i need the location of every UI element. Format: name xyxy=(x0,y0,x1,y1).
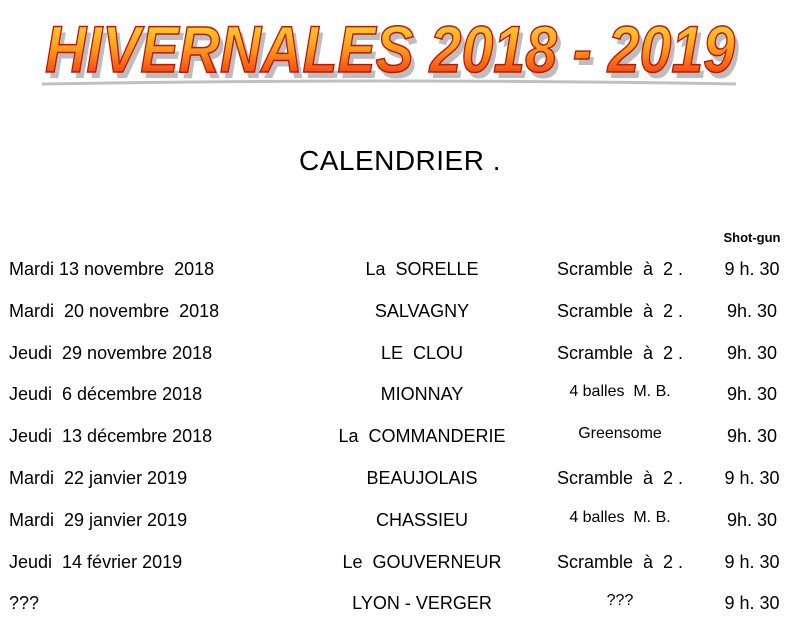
event-club: LE CLOU xyxy=(380,342,464,363)
event-club: La SORELLE xyxy=(365,259,479,279)
schedule-row xyxy=(0,457,800,499)
event-club: SALVAGNY xyxy=(374,300,470,321)
event-time: 9h. 30 xyxy=(726,509,778,530)
event-format: 4 balles M. B. xyxy=(569,383,671,401)
shotgun-column-header: Shot-gun xyxy=(723,230,781,245)
event-club: BEAUJOLAIS xyxy=(366,467,478,488)
schedule-row xyxy=(0,290,800,332)
banner-main-text: HIVERNALES 2018 - 2019 xyxy=(45,12,736,86)
event-club: Le GOUVERNEUR xyxy=(342,551,502,572)
schedule-row xyxy=(0,373,800,415)
event-format: 4 balles M. B. xyxy=(569,508,671,526)
event-date: Mardi 22 janvier 2019 xyxy=(9,467,188,488)
event-format: Scramble à 2 . xyxy=(556,342,684,363)
event-format: Scramble à 2 . xyxy=(556,467,684,488)
banner-title xyxy=(30,0,750,92)
event-date: Jeudi 13 décembre 2018 xyxy=(9,426,213,447)
schedule-row xyxy=(0,541,800,583)
event-time: 9h. 30 xyxy=(726,384,778,405)
event-time: 9h. 30 xyxy=(726,342,778,363)
banner-graphic xyxy=(30,0,750,92)
event-time: 9 h. 30 xyxy=(724,467,780,488)
event-date: Mardi 29 janvier 2019 xyxy=(9,509,188,530)
schedule-row xyxy=(0,499,800,541)
event-date: Jeudi 14 février 2019 xyxy=(9,551,183,572)
event-date: Mardi 13 novembre 2018 xyxy=(9,259,215,279)
event-time: 9 h. 30 xyxy=(724,593,780,614)
event-club: CHASSIEU xyxy=(375,509,469,530)
event-date: Jeudi 6 décembre 2018 xyxy=(9,384,203,405)
event-club: MIONNAY xyxy=(380,384,464,405)
event-format: ??? xyxy=(606,592,634,610)
event-time: 9h. 30 xyxy=(726,300,778,321)
event-format: Greensome xyxy=(578,425,662,443)
event-time: 9 h. 30 xyxy=(724,259,780,279)
schedule-row xyxy=(0,248,800,290)
event-format: Scramble à 2 . xyxy=(556,300,684,321)
event-club: La COMMANDERIE xyxy=(338,426,506,447)
event-date: Mardi 20 novembre 2018 xyxy=(9,300,220,321)
event-date: Jeudi 29 novembre 2018 xyxy=(9,342,213,363)
schedule-row xyxy=(0,582,800,624)
page-title: CALENDRIER . xyxy=(298,145,502,176)
schedule-row xyxy=(0,332,800,374)
event-time: 9h. 30 xyxy=(726,426,778,447)
schedule-table xyxy=(0,248,800,624)
schedule-row xyxy=(0,415,800,457)
event-date: ??? xyxy=(9,593,40,614)
event-time: 9 h. 30 xyxy=(724,551,780,572)
event-format: Scramble à 2 . xyxy=(556,259,684,279)
event-format: Scramble à 2 . xyxy=(556,551,684,572)
banner-shadow-text: HIVERNALES 2018 - 2019 xyxy=(49,18,740,92)
event-club: LYON - VERGER xyxy=(352,593,492,614)
